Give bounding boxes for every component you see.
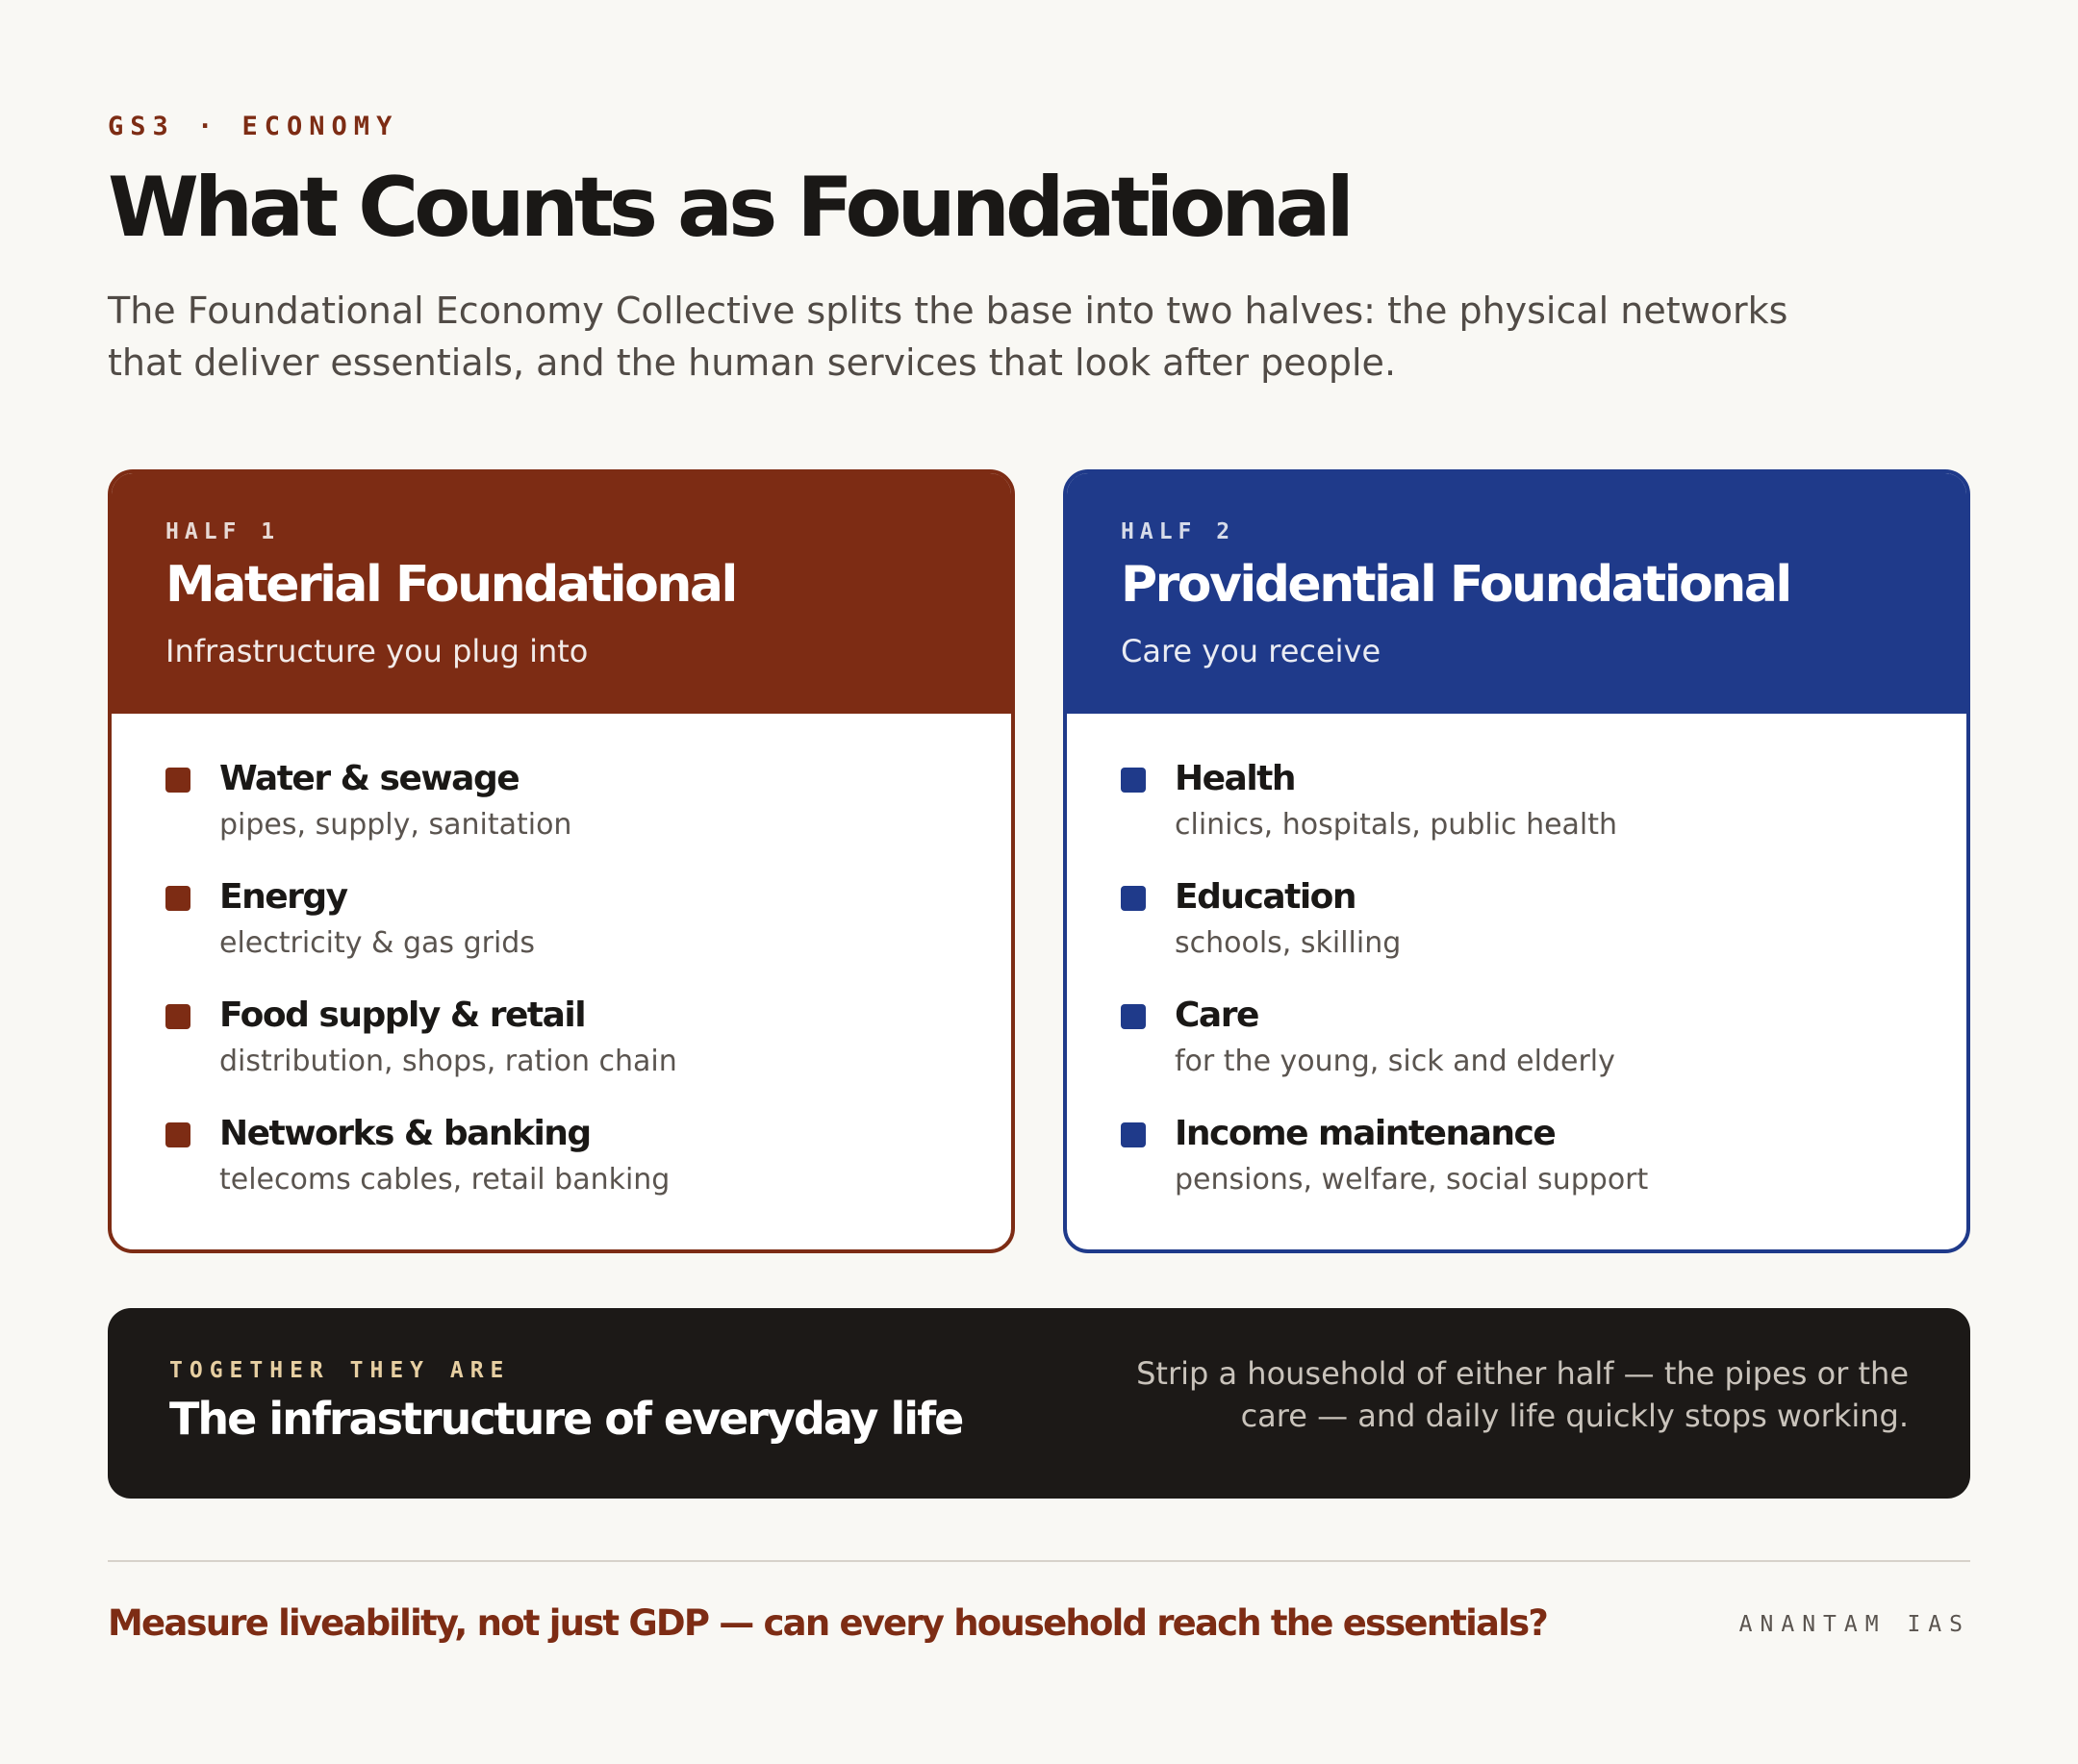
list-item <box>1121 995 1928 1113</box>
item-description: clinics, hospitals, public health <box>1175 808 1618 842</box>
item-list <box>1121 758 1928 1231</box>
item-description: schools, skilling <box>1175 926 1402 960</box>
footer-tagline: Measure liveability, not just GDP — can every household reach the essentials? <box>108 1602 1547 1644</box>
list-item <box>165 1113 973 1231</box>
card-title: Material Foundational <box>165 556 736 614</box>
item-description: telecoms cables, retail banking <box>219 1163 671 1197</box>
brand-name: ANANTAM IAS <box>1738 1612 1970 1637</box>
half-label: HALF 1 <box>165 519 281 544</box>
item-title: Networks & banking <box>219 1114 591 1153</box>
item-description: pensions, welfare, social support <box>1175 1163 1649 1197</box>
card-title: Providential Foundational <box>1121 556 1790 614</box>
square-bullet-icon <box>1121 1122 1146 1147</box>
item-title: Health <box>1175 759 1296 798</box>
providential-foundational-card <box>1063 469 1970 1253</box>
square-bullet-icon <box>1121 768 1146 793</box>
square-bullet-icon <box>165 1122 190 1147</box>
list-item <box>1121 876 1928 995</box>
list-item <box>165 758 973 876</box>
square-bullet-icon <box>1121 1004 1146 1029</box>
banner-kicker: TOGETHER THEY ARE <box>169 1358 511 1383</box>
square-bullet-icon <box>165 768 190 793</box>
card-header <box>1067 473 1966 714</box>
item-description: for the young, sick and elderly <box>1175 1045 1615 1078</box>
page-subtitle: The Foundational Economy Collective splits the base into two halves: the physical networks that deliver essentials, and the human services that look after people. <box>108 290 1788 384</box>
page-title: What Counts as Foundational <box>108 160 1351 256</box>
section-kicker: GS3 · ECONOMY <box>108 112 399 141</box>
list-item <box>165 876 973 995</box>
square-bullet-icon <box>1121 886 1146 911</box>
half-label: HALF 2 <box>1121 519 1236 544</box>
card-subtitle: Care you receive <box>1121 633 1381 669</box>
item-title: Energy <box>219 877 347 917</box>
list-item <box>165 995 973 1113</box>
card-subtitle: Infrastructure you plug into <box>165 633 589 669</box>
item-description: pipes, supply, sanitation <box>219 808 572 842</box>
item-title: Care <box>1175 995 1258 1035</box>
summary-banner <box>108 1308 1970 1499</box>
item-title: Income maintenance <box>1175 1114 1556 1153</box>
material-foundational-card <box>108 469 1015 1253</box>
item-title: Education <box>1175 877 1356 917</box>
item-description: distribution, shops, ration chain <box>219 1045 677 1078</box>
list-item <box>1121 1113 1928 1231</box>
item-list <box>165 758 973 1231</box>
footer-divider <box>108 1560 1970 1562</box>
banner-note: Strip a household of either half — the pipes or the care — and daily life quickly stops working. <box>1136 1355 1909 1434</box>
item-title: Water & sewage <box>219 759 520 798</box>
square-bullet-icon <box>165 1004 190 1029</box>
banner-title: The infrastructure of everyday life <box>169 1393 963 1445</box>
card-header <box>112 473 1011 714</box>
list-item <box>1121 758 1928 876</box>
square-bullet-icon <box>165 886 190 911</box>
item-description: electricity & gas grids <box>219 926 535 960</box>
item-title: Food supply & retail <box>219 995 586 1035</box>
